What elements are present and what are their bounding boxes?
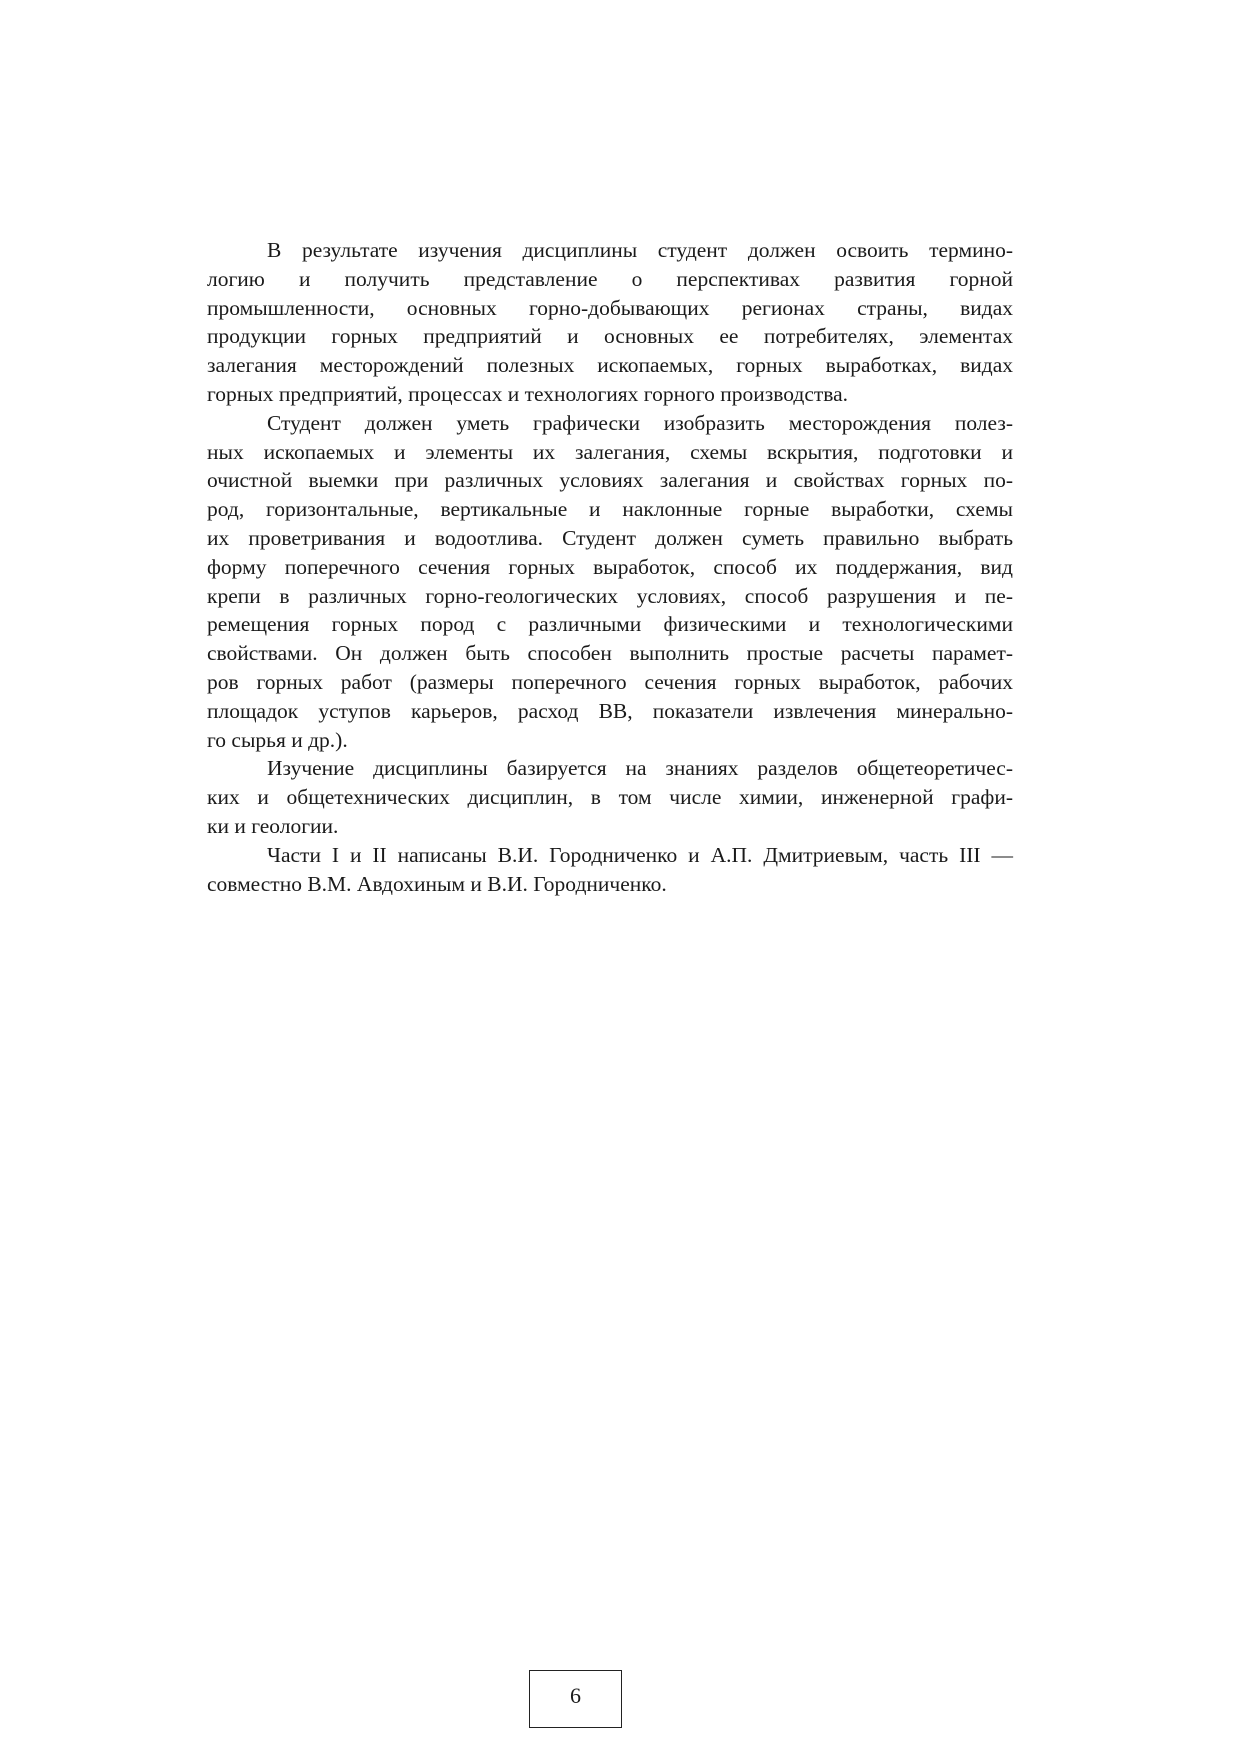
paragraph-3 [207, 754, 1013, 840]
paragraph-1 [207, 236, 1013, 409]
text-line: Студент должен уметь графически изобразить месторождения полез- [267, 410, 1013, 435]
text-line: В результате изучения дисциплины студент должен освоить термино- [267, 238, 1013, 262]
text-line: залегания месторождений полезных ископаемых, горных выработках, видах [207, 353, 1013, 378]
text-line: род, горизонтальные, вертикальные и наклонные горные выработки, схемы [207, 497, 1013, 522]
text-line: горных предприятий, процессах и технологиях горного производства. [207, 381, 849, 406]
text-line: логию и получить представление о перспективах развития горной [207, 266, 1013, 291]
text-line: Изучение дисциплины базируется на знаниях разделов общетеоретичес- [267, 756, 1013, 781]
body-text [207, 236, 1013, 898]
text-line: го сырья и др.). [207, 727, 348, 752]
text-line: промышленности, основных горно-добывающих регионах страны, видах [207, 295, 1013, 320]
paragraph-4 [207, 841, 1013, 899]
text-line: очистной выемки при различных условиях залегания и свойствах горных по- [207, 468, 1013, 493]
text-line: ров горных работ (размеры поперечного сечения горных выработок, рабочих [207, 669, 1013, 694]
text-line: свойствами. Он должен быть способен выполнить простые расчеты парамет- [207, 641, 1013, 666]
text-line: Части I и II написаны В.И. Городниченко и А.П. Дмитриевым, часть III — [267, 842, 1013, 867]
text-line: площадок уступов карьеров, расход ВВ, показатели извлечения минерально- [207, 698, 1013, 723]
text-line: ки и геологии. [207, 813, 339, 838]
paragraph-2 [207, 409, 1013, 755]
text-line: ремещения горных пород с различными физическими и технологическими [207, 612, 1013, 637]
page-number: 6 [529, 1670, 622, 1728]
text-line: ных ископаемых и элементы их залегания, схемы вскрытия, подготовки и [207, 439, 1013, 464]
text-line: их проветривания и водоотлива. Студент должен суметь правильно выбрать [207, 525, 1013, 550]
text-line: форму поперечного сечения горных выработок, способ их поддержания, вид [207, 554, 1013, 579]
text-line: ких и общетехнических дисциплин, в том числе химии, инженерной графи- [207, 785, 1013, 810]
text-line: крепи в различных горно-геологических условиях, способ разрушения и пе- [207, 583, 1013, 608]
text-line: продукции горных предприятий и основных ее потребителях, элементах [207, 324, 1013, 349]
text-line: совместно В.М. Авдохиным и В.И. Городниченко. [207, 871, 667, 896]
